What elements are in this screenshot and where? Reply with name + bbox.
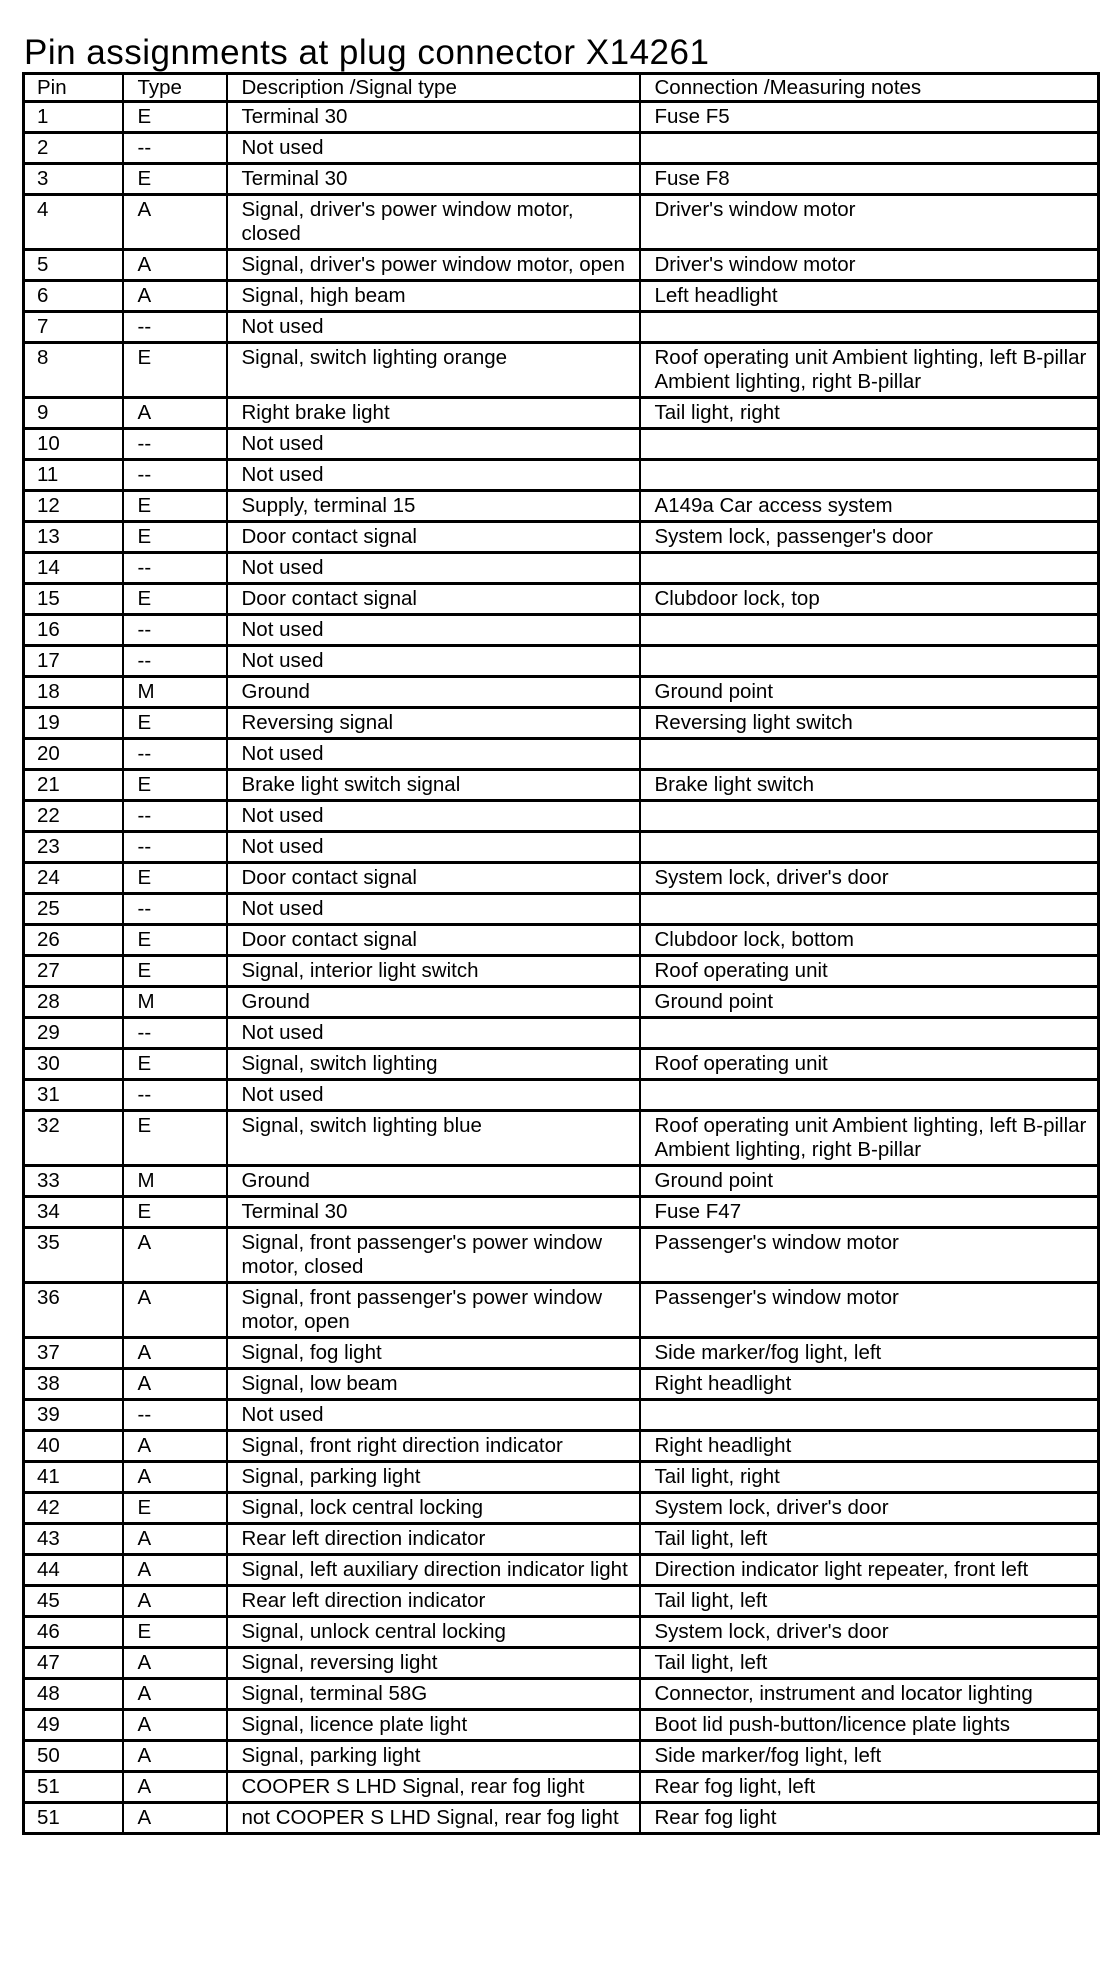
- pin-cell: 13: [24, 522, 123, 553]
- pin-cell: 18: [24, 677, 123, 708]
- description-cell: Signal, driver's power window motor, open: [227, 250, 640, 281]
- pin-cell: 20: [24, 739, 123, 770]
- table-row: [24, 1018, 1099, 1049]
- description-cell: Door contact signal: [227, 925, 640, 956]
- table-row: [24, 584, 1099, 615]
- type-cell: E: [123, 863, 227, 894]
- type-cell: A: [123, 1648, 227, 1679]
- connection-cell: Tail light, right: [640, 398, 1099, 429]
- pin-cell: 44: [24, 1555, 123, 1586]
- table-body: [24, 102, 1099, 1834]
- type-cell: E: [123, 584, 227, 615]
- type-cell: A: [123, 1431, 227, 1462]
- description-cell: Ground: [227, 677, 640, 708]
- description-cell: Not used: [227, 801, 640, 832]
- table-row: [24, 677, 1099, 708]
- pin-cell: 28: [24, 987, 123, 1018]
- type-cell: --: [123, 1400, 227, 1431]
- table-row: [24, 1111, 1099, 1166]
- connection-cell: Connector, instrument and locator lighting: [640, 1679, 1099, 1710]
- description-cell: Rear left direction indicator: [227, 1586, 640, 1617]
- connection-cell: Tail light, right: [640, 1462, 1099, 1493]
- type-cell: A: [123, 1803, 227, 1834]
- description-cell: Signal, terminal 58G: [227, 1679, 640, 1710]
- pin-cell: 36: [24, 1283, 123, 1338]
- connection-cell: [640, 460, 1099, 491]
- connection-cell: Tail light, left: [640, 1648, 1099, 1679]
- table-row: [24, 1338, 1099, 1369]
- pin-cell: 11: [24, 460, 123, 491]
- pin-cell: 49: [24, 1710, 123, 1741]
- pin-cell: 15: [24, 584, 123, 615]
- description-cell: Signal, switch lighting: [227, 1049, 640, 1080]
- type-cell: E: [123, 1197, 227, 1228]
- connection-cell: [640, 553, 1099, 584]
- connection-cell: Roof operating unit: [640, 956, 1099, 987]
- connection-cell: [640, 832, 1099, 863]
- description-cell: Rear left direction indicator: [227, 1524, 640, 1555]
- description-cell: Not used: [227, 832, 640, 863]
- description-cell: Not used: [227, 1018, 640, 1049]
- description-cell: Reversing signal: [227, 708, 640, 739]
- description-cell: Signal, left auxiliary direction indicator light: [227, 1555, 640, 1586]
- table-row: [24, 133, 1099, 164]
- connection-cell: Roof operating unit Ambient lighting, left B-pillar Ambient lighting, right B-pillar: [640, 1111, 1099, 1166]
- table-row: [24, 491, 1099, 522]
- description-cell: Not used: [227, 894, 640, 925]
- pin-cell: 9: [24, 398, 123, 429]
- description-cell: Door contact signal: [227, 584, 640, 615]
- table-row: [24, 1803, 1099, 1834]
- description-cell: Not used: [227, 312, 640, 343]
- table-row: [24, 1617, 1099, 1648]
- table-row: [24, 770, 1099, 801]
- type-cell: A: [123, 281, 227, 312]
- connection-cell: Left headlight: [640, 281, 1099, 312]
- connection-cell: [640, 739, 1099, 770]
- table-row: [24, 522, 1099, 553]
- type-cell: --: [123, 615, 227, 646]
- type-cell: --: [123, 460, 227, 491]
- table-row: [24, 343, 1099, 398]
- connection-cell: [640, 1400, 1099, 1431]
- pin-cell: 2: [24, 133, 123, 164]
- description-cell: not COOPER S LHD Signal, rear fog light: [227, 1803, 640, 1834]
- pin-cell: 50: [24, 1741, 123, 1772]
- table-row: [24, 1369, 1099, 1400]
- pin-cell: 8: [24, 343, 123, 398]
- connection-cell: System lock, driver's door: [640, 1617, 1099, 1648]
- description-cell: Signal, switch lighting orange: [227, 343, 640, 398]
- connection-cell: Reversing light switch: [640, 708, 1099, 739]
- description-cell: Not used: [227, 553, 640, 584]
- description-cell: Not used: [227, 1400, 640, 1431]
- description-cell: Signal, reversing light: [227, 1648, 640, 1679]
- pin-cell: 40: [24, 1431, 123, 1462]
- type-cell: A: [123, 1586, 227, 1617]
- description-cell: Terminal 30: [227, 102, 640, 133]
- connection-cell: [640, 1018, 1099, 1049]
- table-row: [24, 195, 1099, 250]
- type-cell: E: [123, 1493, 227, 1524]
- type-cell: A: [123, 398, 227, 429]
- connection-cell: Fuse F5: [640, 102, 1099, 133]
- connection-cell: Boot lid push-button/licence plate lights: [640, 1710, 1099, 1741]
- connection-cell: Clubdoor lock, bottom: [640, 925, 1099, 956]
- type-cell: --: [123, 894, 227, 925]
- pin-cell: 51: [24, 1772, 123, 1803]
- pin-cell: 21: [24, 770, 123, 801]
- connection-cell: [640, 801, 1099, 832]
- pin-cell: 51: [24, 1803, 123, 1834]
- type-cell: --: [123, 739, 227, 770]
- description-cell: Not used: [227, 739, 640, 770]
- pin-cell: 1: [24, 102, 123, 133]
- connection-cell: [640, 646, 1099, 677]
- connection-cell: System lock, driver's door: [640, 863, 1099, 894]
- connection-cell: Driver's window motor: [640, 250, 1099, 281]
- pin-cell: 46: [24, 1617, 123, 1648]
- type-cell: A: [123, 1679, 227, 1710]
- table-row: [24, 708, 1099, 739]
- pin-cell: 24: [24, 863, 123, 894]
- table-row: [24, 863, 1099, 894]
- description-cell: Not used: [227, 615, 640, 646]
- table-row: [24, 1166, 1099, 1197]
- table-row: [24, 615, 1099, 646]
- type-cell: M: [123, 987, 227, 1018]
- connection-cell: Rear fog light: [640, 1803, 1099, 1834]
- description-cell: Signal, unlock central locking: [227, 1617, 640, 1648]
- table-row: [24, 1283, 1099, 1338]
- connection-cell: Driver's window motor: [640, 195, 1099, 250]
- pin-cell: 43: [24, 1524, 123, 1555]
- connection-cell: [640, 894, 1099, 925]
- table-row: [24, 398, 1099, 429]
- table-row: [24, 1228, 1099, 1283]
- pin-cell: 5: [24, 250, 123, 281]
- pin-cell: 10: [24, 429, 123, 460]
- type-cell: E: [123, 956, 227, 987]
- description-cell: Not used: [227, 1080, 640, 1111]
- pin-cell: 14: [24, 553, 123, 584]
- description-cell: Signal, interior light switch: [227, 956, 640, 987]
- description-cell: Signal, driver's power window motor, closed: [227, 195, 640, 250]
- connection-cell: System lock, passenger's door: [640, 522, 1099, 553]
- connection-cell: Ground point: [640, 677, 1099, 708]
- description-cell: Door contact signal: [227, 522, 640, 553]
- pin-assignment-table: [22, 72, 1100, 1835]
- connection-cell: [640, 615, 1099, 646]
- description-cell: Ground: [227, 987, 640, 1018]
- type-cell: A: [123, 1283, 227, 1338]
- description-cell: Signal, parking light: [227, 1741, 640, 1772]
- type-cell: --: [123, 429, 227, 460]
- type-cell: E: [123, 1049, 227, 1080]
- type-cell: A: [123, 1338, 227, 1369]
- connection-cell: Ground point: [640, 987, 1099, 1018]
- type-cell: --: [123, 1080, 227, 1111]
- connection-cell: Right headlight: [640, 1369, 1099, 1400]
- page-title: Pin assignments at plug connector X14261: [24, 33, 710, 73]
- pin-cell: 17: [24, 646, 123, 677]
- connection-cell: Side marker/fog light, left: [640, 1741, 1099, 1772]
- pin-cell: 23: [24, 832, 123, 863]
- type-cell: E: [123, 1111, 227, 1166]
- connection-cell: Direction indicator light repeater, front left: [640, 1555, 1099, 1586]
- table-row: [24, 1462, 1099, 1493]
- connection-cell: [640, 1080, 1099, 1111]
- connection-cell: Passenger's window motor: [640, 1283, 1099, 1338]
- table-row: [24, 1431, 1099, 1462]
- pin-cell: 12: [24, 491, 123, 522]
- type-cell: A: [123, 1555, 227, 1586]
- type-cell: M: [123, 1166, 227, 1197]
- type-cell: E: [123, 708, 227, 739]
- type-cell: A: [123, 1524, 227, 1555]
- type-cell: --: [123, 801, 227, 832]
- type-cell: E: [123, 102, 227, 133]
- table-header: [24, 74, 1099, 102]
- table-row: [24, 1586, 1099, 1617]
- pin-cell: 19: [24, 708, 123, 739]
- connection-cell: Fuse F8: [640, 164, 1099, 195]
- pin-cell: 16: [24, 615, 123, 646]
- connection-cell: A149a Car access system: [640, 491, 1099, 522]
- connection-cell: Clubdoor lock, top: [640, 584, 1099, 615]
- table-row: [24, 925, 1099, 956]
- connection-cell: [640, 429, 1099, 460]
- description-cell: Not used: [227, 460, 640, 491]
- pin-cell: 25: [24, 894, 123, 925]
- type-cell: --: [123, 312, 227, 343]
- type-cell: --: [123, 1018, 227, 1049]
- table-row: [24, 739, 1099, 770]
- type-cell: E: [123, 343, 227, 398]
- pin-cell: 39: [24, 1400, 123, 1431]
- description-cell: COOPER S LHD Signal, rear fog light: [227, 1772, 640, 1803]
- column-header-description: Description /Signal type: [227, 74, 640, 102]
- type-cell: A: [123, 1772, 227, 1803]
- column-header-pin: Pin: [24, 74, 123, 102]
- description-cell: Right brake light: [227, 398, 640, 429]
- table-row: [24, 102, 1099, 133]
- type-cell: M: [123, 677, 227, 708]
- pin-cell: 47: [24, 1648, 123, 1679]
- type-cell: E: [123, 770, 227, 801]
- type-cell: E: [123, 491, 227, 522]
- table-row: [24, 646, 1099, 677]
- pin-cell: 7: [24, 312, 123, 343]
- table-row: [24, 312, 1099, 343]
- table-row: [24, 1648, 1099, 1679]
- description-cell: Signal, parking light: [227, 1462, 640, 1493]
- type-cell: A: [123, 1741, 227, 1772]
- table-row: [24, 1493, 1099, 1524]
- table-row: [24, 832, 1099, 863]
- connection-cell: Side marker/fog light, left: [640, 1338, 1099, 1369]
- description-cell: Door contact signal: [227, 863, 640, 894]
- description-cell: Supply, terminal 15: [227, 491, 640, 522]
- pin-cell: 29: [24, 1018, 123, 1049]
- description-cell: Signal, switch lighting blue: [227, 1111, 640, 1166]
- connection-cell: [640, 312, 1099, 343]
- pin-cell: 26: [24, 925, 123, 956]
- type-cell: --: [123, 133, 227, 164]
- pin-cell: 31: [24, 1080, 123, 1111]
- pin-cell: 4: [24, 195, 123, 250]
- pin-cell: 45: [24, 1586, 123, 1617]
- table-row: [24, 801, 1099, 832]
- type-cell: A: [123, 1369, 227, 1400]
- description-cell: Signal, licence plate light: [227, 1710, 640, 1741]
- table-row: [24, 460, 1099, 491]
- description-cell: Signal, low beam: [227, 1369, 640, 1400]
- connection-cell: Roof operating unit: [640, 1049, 1099, 1080]
- description-cell: Not used: [227, 429, 640, 460]
- connection-cell: Brake light switch: [640, 770, 1099, 801]
- table-row: [24, 1400, 1099, 1431]
- connection-cell: Tail light, left: [640, 1586, 1099, 1617]
- table-row: [24, 1080, 1099, 1111]
- table-row: [24, 250, 1099, 281]
- column-header-type: Type: [123, 74, 227, 102]
- description-cell: Signal, high beam: [227, 281, 640, 312]
- connection-cell: Right headlight: [640, 1431, 1099, 1462]
- description-cell: Signal, front passenger's power window motor, closed: [227, 1228, 640, 1283]
- pin-cell: 3: [24, 164, 123, 195]
- table-row: [24, 281, 1099, 312]
- table-row: [24, 164, 1099, 195]
- description-cell: Signal, front passenger's power window motor, open: [227, 1283, 640, 1338]
- type-cell: E: [123, 1617, 227, 1648]
- table-row: [24, 1679, 1099, 1710]
- pin-cell: 32: [24, 1111, 123, 1166]
- type-cell: A: [123, 1710, 227, 1741]
- table-row: [24, 1741, 1099, 1772]
- pin-cell: 33: [24, 1166, 123, 1197]
- pin-cell: 35: [24, 1228, 123, 1283]
- table-row: [24, 429, 1099, 460]
- connection-cell: Roof operating unit Ambient lighting, left B-pillar Ambient lighting, right B-pillar: [640, 343, 1099, 398]
- table-row: [24, 1772, 1099, 1803]
- description-cell: Ground: [227, 1166, 640, 1197]
- type-cell: A: [123, 195, 227, 250]
- description-cell: Signal, front right direction indicator: [227, 1431, 640, 1462]
- pin-cell: 30: [24, 1049, 123, 1080]
- pin-cell: 22: [24, 801, 123, 832]
- description-cell: Not used: [227, 646, 640, 677]
- connection-cell: System lock, driver's door: [640, 1493, 1099, 1524]
- pin-cell: 38: [24, 1369, 123, 1400]
- description-cell: Terminal 30: [227, 1197, 640, 1228]
- pin-cell: 41: [24, 1462, 123, 1493]
- pin-cell: 6: [24, 281, 123, 312]
- connection-cell: Fuse F47: [640, 1197, 1099, 1228]
- connection-cell: Ground point: [640, 1166, 1099, 1197]
- column-header-connection: Connection /Measuring notes: [640, 74, 1099, 102]
- type-cell: E: [123, 925, 227, 956]
- connection-cell: Tail light, left: [640, 1524, 1099, 1555]
- table-row: [24, 1197, 1099, 1228]
- pin-cell: 42: [24, 1493, 123, 1524]
- description-cell: Not used: [227, 133, 640, 164]
- type-cell: A: [123, 1228, 227, 1283]
- pin-cell: 27: [24, 956, 123, 987]
- type-cell: E: [123, 164, 227, 195]
- type-cell: --: [123, 832, 227, 863]
- table-row: [24, 1710, 1099, 1741]
- type-cell: E: [123, 522, 227, 553]
- connection-cell: [640, 133, 1099, 164]
- table-row: [24, 1524, 1099, 1555]
- connection-cell: Rear fog light, left: [640, 1772, 1099, 1803]
- header-row: [24, 74, 1099, 102]
- pin-cell: 48: [24, 1679, 123, 1710]
- description-cell: Signal, lock central locking: [227, 1493, 640, 1524]
- table-row: [24, 987, 1099, 1018]
- table-row: [24, 1049, 1099, 1080]
- description-cell: Terminal 30: [227, 164, 640, 195]
- table-row: [24, 1555, 1099, 1586]
- type-cell: --: [123, 646, 227, 677]
- table-row: [24, 894, 1099, 925]
- pin-cell: 34: [24, 1197, 123, 1228]
- table-row: [24, 956, 1099, 987]
- connection-cell: Passenger's window motor: [640, 1228, 1099, 1283]
- type-cell: --: [123, 553, 227, 584]
- table-row: [24, 553, 1099, 584]
- type-cell: A: [123, 250, 227, 281]
- description-cell: Signal, fog light: [227, 1338, 640, 1369]
- description-cell: Brake light switch signal: [227, 770, 640, 801]
- type-cell: A: [123, 1462, 227, 1493]
- pin-cell: 37: [24, 1338, 123, 1369]
